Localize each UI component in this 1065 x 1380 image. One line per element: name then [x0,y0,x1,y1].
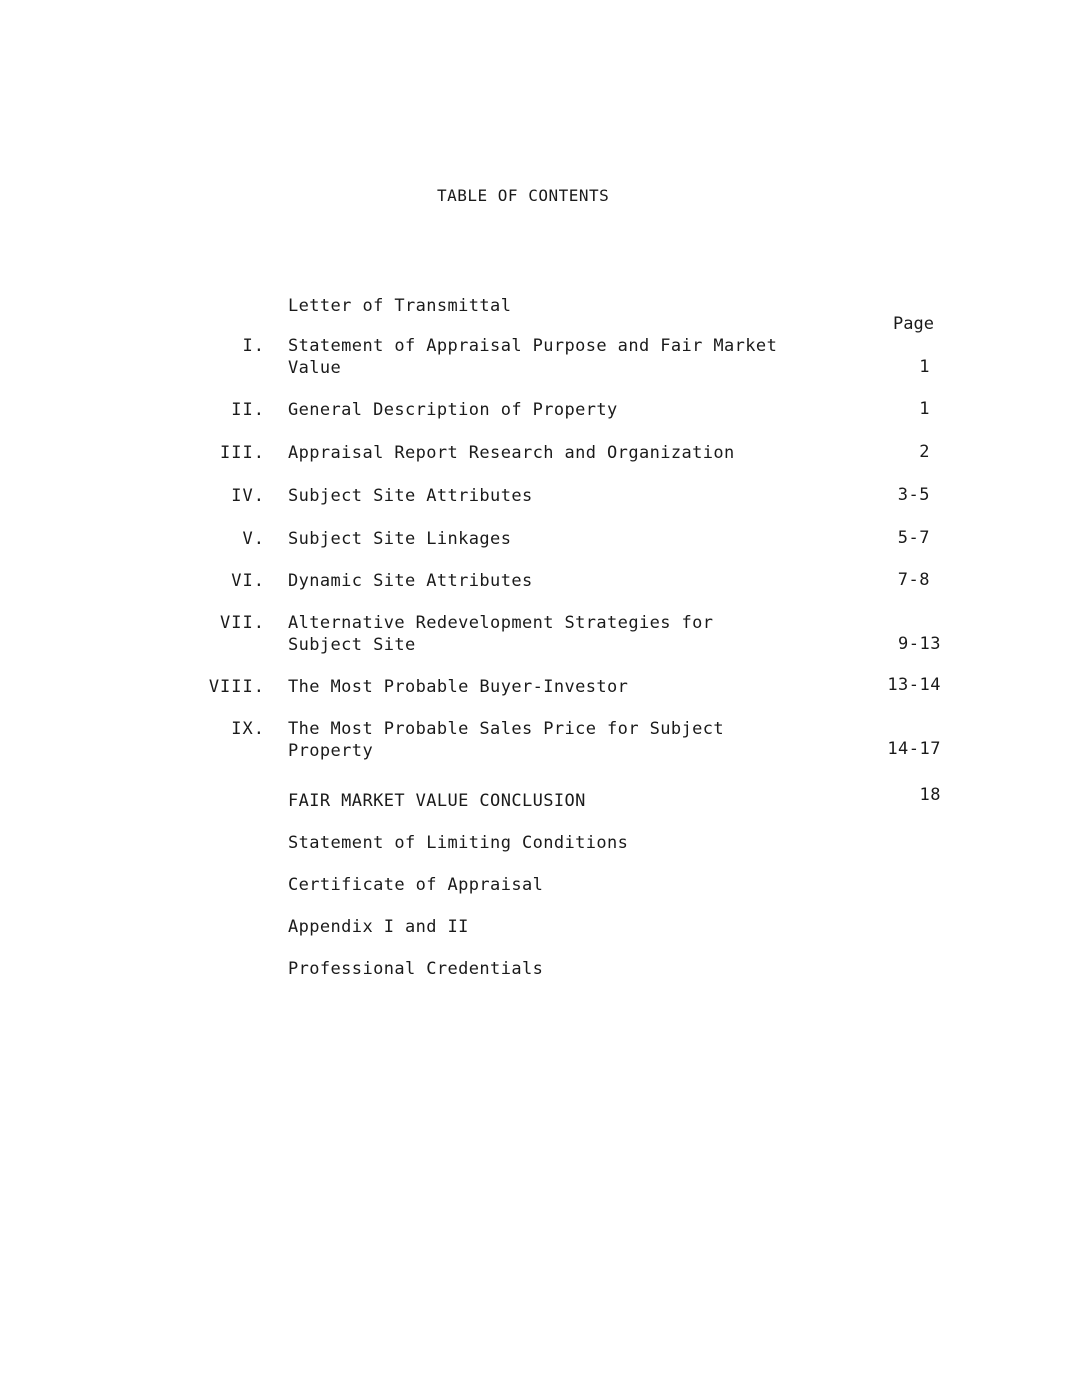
toc-entry-text: Letter of Transmittal [288,296,512,316]
toc-entry-text: FAIR MARKET VALUE CONCLUSION [288,791,586,811]
toc-entry-text [288,612,713,656]
toc-entry-page: 14-17 [887,739,941,759]
toc-entry-line: Statement of Appraisal Purpose and Fair Market [288,336,778,356]
toc-entry-text: The Most Probable Buyer-Investor [288,677,629,697]
page-title: TABLE OF CONTENTS [437,186,610,205]
toc-entry-text: Certificate of Appraisal [288,875,544,895]
toc-entry-page: 1 [919,399,930,419]
toc-entry-text: Subject Site Attributes [288,486,533,506]
toc-entry-text: General Description of Property [288,400,618,420]
toc-entry-number: III. [220,443,265,463]
toc-entry-number: VII. [220,613,265,633]
toc-entry-text: Subject Site Linkages [288,529,512,549]
toc-entry-text [288,335,777,379]
toc-entry-number: II. [231,400,265,420]
toc-entry-number: VI. [231,571,265,591]
toc-entry-text [288,718,724,762]
toc-entry-page: 2 [919,442,930,462]
toc-entry-text: Statement of Limiting Conditions [288,833,629,853]
toc-entry-text: Professional Credentials [288,959,544,979]
toc-entry-number: VIII. [208,677,265,697]
page-column-header: Page [893,314,934,334]
toc-entry-number: I. [242,336,265,356]
toc-entry-line: Property [288,741,374,761]
toc-entry-number: V. [242,529,265,549]
toc-entry-page: 13-14 [887,675,941,695]
toc-entry-line: Alternative Redevelopment Strategies for [288,613,714,633]
toc-entry-number: IX. [231,719,265,739]
toc-entry-line: Value [288,358,342,378]
toc-entry-page: 9-13 [898,634,941,654]
toc-entry-line: Subject Site [288,635,416,655]
toc-entry-page: 18 [919,785,941,805]
toc-entry-text: Dynamic Site Attributes [288,571,533,591]
toc-entry-page: 3-5 [897,485,930,505]
toc-entry-page: 5-7 [897,528,930,548]
toc-entry-line: The Most Probable Sales Price for Subject [288,719,725,739]
toc-entry-number: IV. [231,486,265,506]
toc-entry-page: 1 [919,357,930,377]
toc-entry-page: 7-8 [897,570,930,590]
toc-entry-text: Appraisal Report Research and Organization [288,443,735,463]
toc-entry-text: Appendix I and II [288,917,469,937]
